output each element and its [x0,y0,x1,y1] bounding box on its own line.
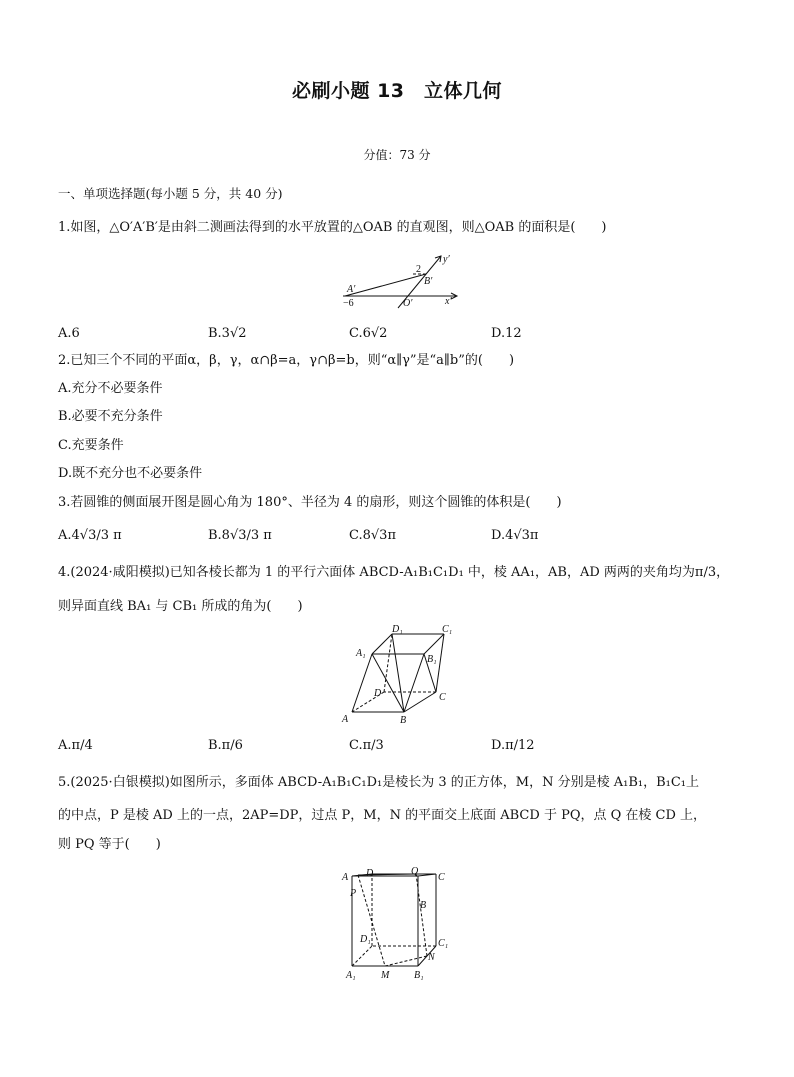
q1-label-a: A′ [347,284,356,295]
q1-stem: 1.如图，△O′A′B′是由斜二测画法得到的水平放置的△OAB 的直观图，则△OAB 的面积是( ) [58,220,607,235]
q5-stem-line1: 5.(2025·白银模拟)如图所示，多面体 ABCD-A₁B₁C₁D₁是棱长为 3 的正方体，M，N 分别是棱 A₁B₁，B₁C₁上 [58,775,700,790]
q2-option-c: C.充要条件 [58,438,124,453]
q4-label-a1: A₁ [356,648,366,659]
q1-label-2: 2 [416,264,421,275]
q5-edge-a1d1 [352,946,372,966]
q5-label-c: C [438,872,445,883]
q4-edge-aa1 [352,654,372,712]
q4-label-c1: C₁ [442,624,453,635]
score-line: 分值：73 分 [363,148,431,162]
q3-option-a: A.4√3/3 π [58,528,122,543]
q1-segment-ab [345,274,426,296]
q4-option-a: A.π/4 [58,738,93,753]
q3-option-c: C.8√3π [349,528,396,543]
q4-option-b: B.π/6 [208,738,243,753]
q4-label-d1: D₁ [392,624,403,635]
q4-option-d: D.π/12 [491,738,535,753]
q5-label-a: A [342,872,349,883]
section-heading: 一、单项选择题(每小题 5 分，共 40 分) [58,186,283,201]
q5-label-n: N [428,952,435,963]
q4-option-c: C.π/3 [349,738,384,753]
q5-label-b: B [420,900,427,911]
q3-stem: 3.若圆锥的侧面展开图是圆心角为 180°、半径为 4 的扇形，则这个圆锥的体积是( ) [58,495,562,510]
q5-label-c1: C₁ [438,938,449,949]
q1-option-b: B.3√2 [208,326,247,341]
q2-option-d: D.既不充分也不必要条件 [58,466,203,481]
q4-label-c: C [439,692,446,703]
q5-stem-line2: 的中点，P 是棱 AD 上的一点，2AP=DP，过点 P，M，N 的平面交上底面 ABCD 于 PQ，点 Q 在棱 CD 上， [58,808,707,823]
q2-option-b: B.必要不充分条件 [58,409,163,424]
q5-label-a1: A₁ [346,970,356,981]
q4-edge-d1a1 [372,634,392,654]
q4-edge-b1c1 [424,634,444,654]
q5-line-mn [385,956,427,966]
q1-label-b: B′ [424,276,433,287]
q5-label-b1: B₁ [414,970,424,981]
q4-figure [338,622,458,726]
q4-edge-cc1 [436,634,444,692]
q5-label-m: M [381,970,390,981]
q1-option-a: A.6 [58,326,80,341]
q5-stem-line3: 则 PQ 等于( ) [58,837,161,852]
q3-option-b: B.8√3/3 π [208,528,272,543]
q1-figure [335,250,460,312]
q1-option-d: D.12 [491,326,522,341]
q4-edge-bb1 [404,654,424,712]
q1-option-c: C.6√2 [349,326,388,341]
q4-label-d: D [374,688,382,699]
q4-label-a: A [342,714,349,725]
q1-label-y: y′ [443,254,450,265]
q2-option-a: A.充分不必要条件 [58,381,163,396]
q5-label-q: Q [411,866,419,877]
q2-stem: 2.已知三个不同的平面α，β，γ，α∩β=a，γ∩β=b，则“α∥γ”是“a∥b”的( ) [58,353,515,368]
q4-edge-bc [404,692,436,712]
q5-label-d: D [366,868,374,879]
q5-figure [338,864,458,984]
q1-label-x: x′ [445,296,452,307]
q4-label-b1: B₁ [427,654,437,665]
page-title: 必刷小题 13 立体几何 [291,80,503,102]
q4-stem-line2: 则异面直线 BA₁ 与 CB₁ 所成的角为( ) [58,599,303,614]
q3-option-d: D.4√3π [491,528,539,543]
q4-stem-line1: 4.(2024·咸阳模拟)已知各棱长都为 1 的平行六面体 ABCD-A₁B₁C₁D₁ 中，棱 AA₁，AB，AD 两两的夹角均为π/3， [58,565,730,580]
q5-label-p: P [350,888,357,899]
q5-label-d1: D₁ [360,934,371,945]
q1-label-o: O′ [403,298,413,309]
q1-label-neg6: −6 [343,298,354,309]
q4-label-b: B [400,715,407,726]
